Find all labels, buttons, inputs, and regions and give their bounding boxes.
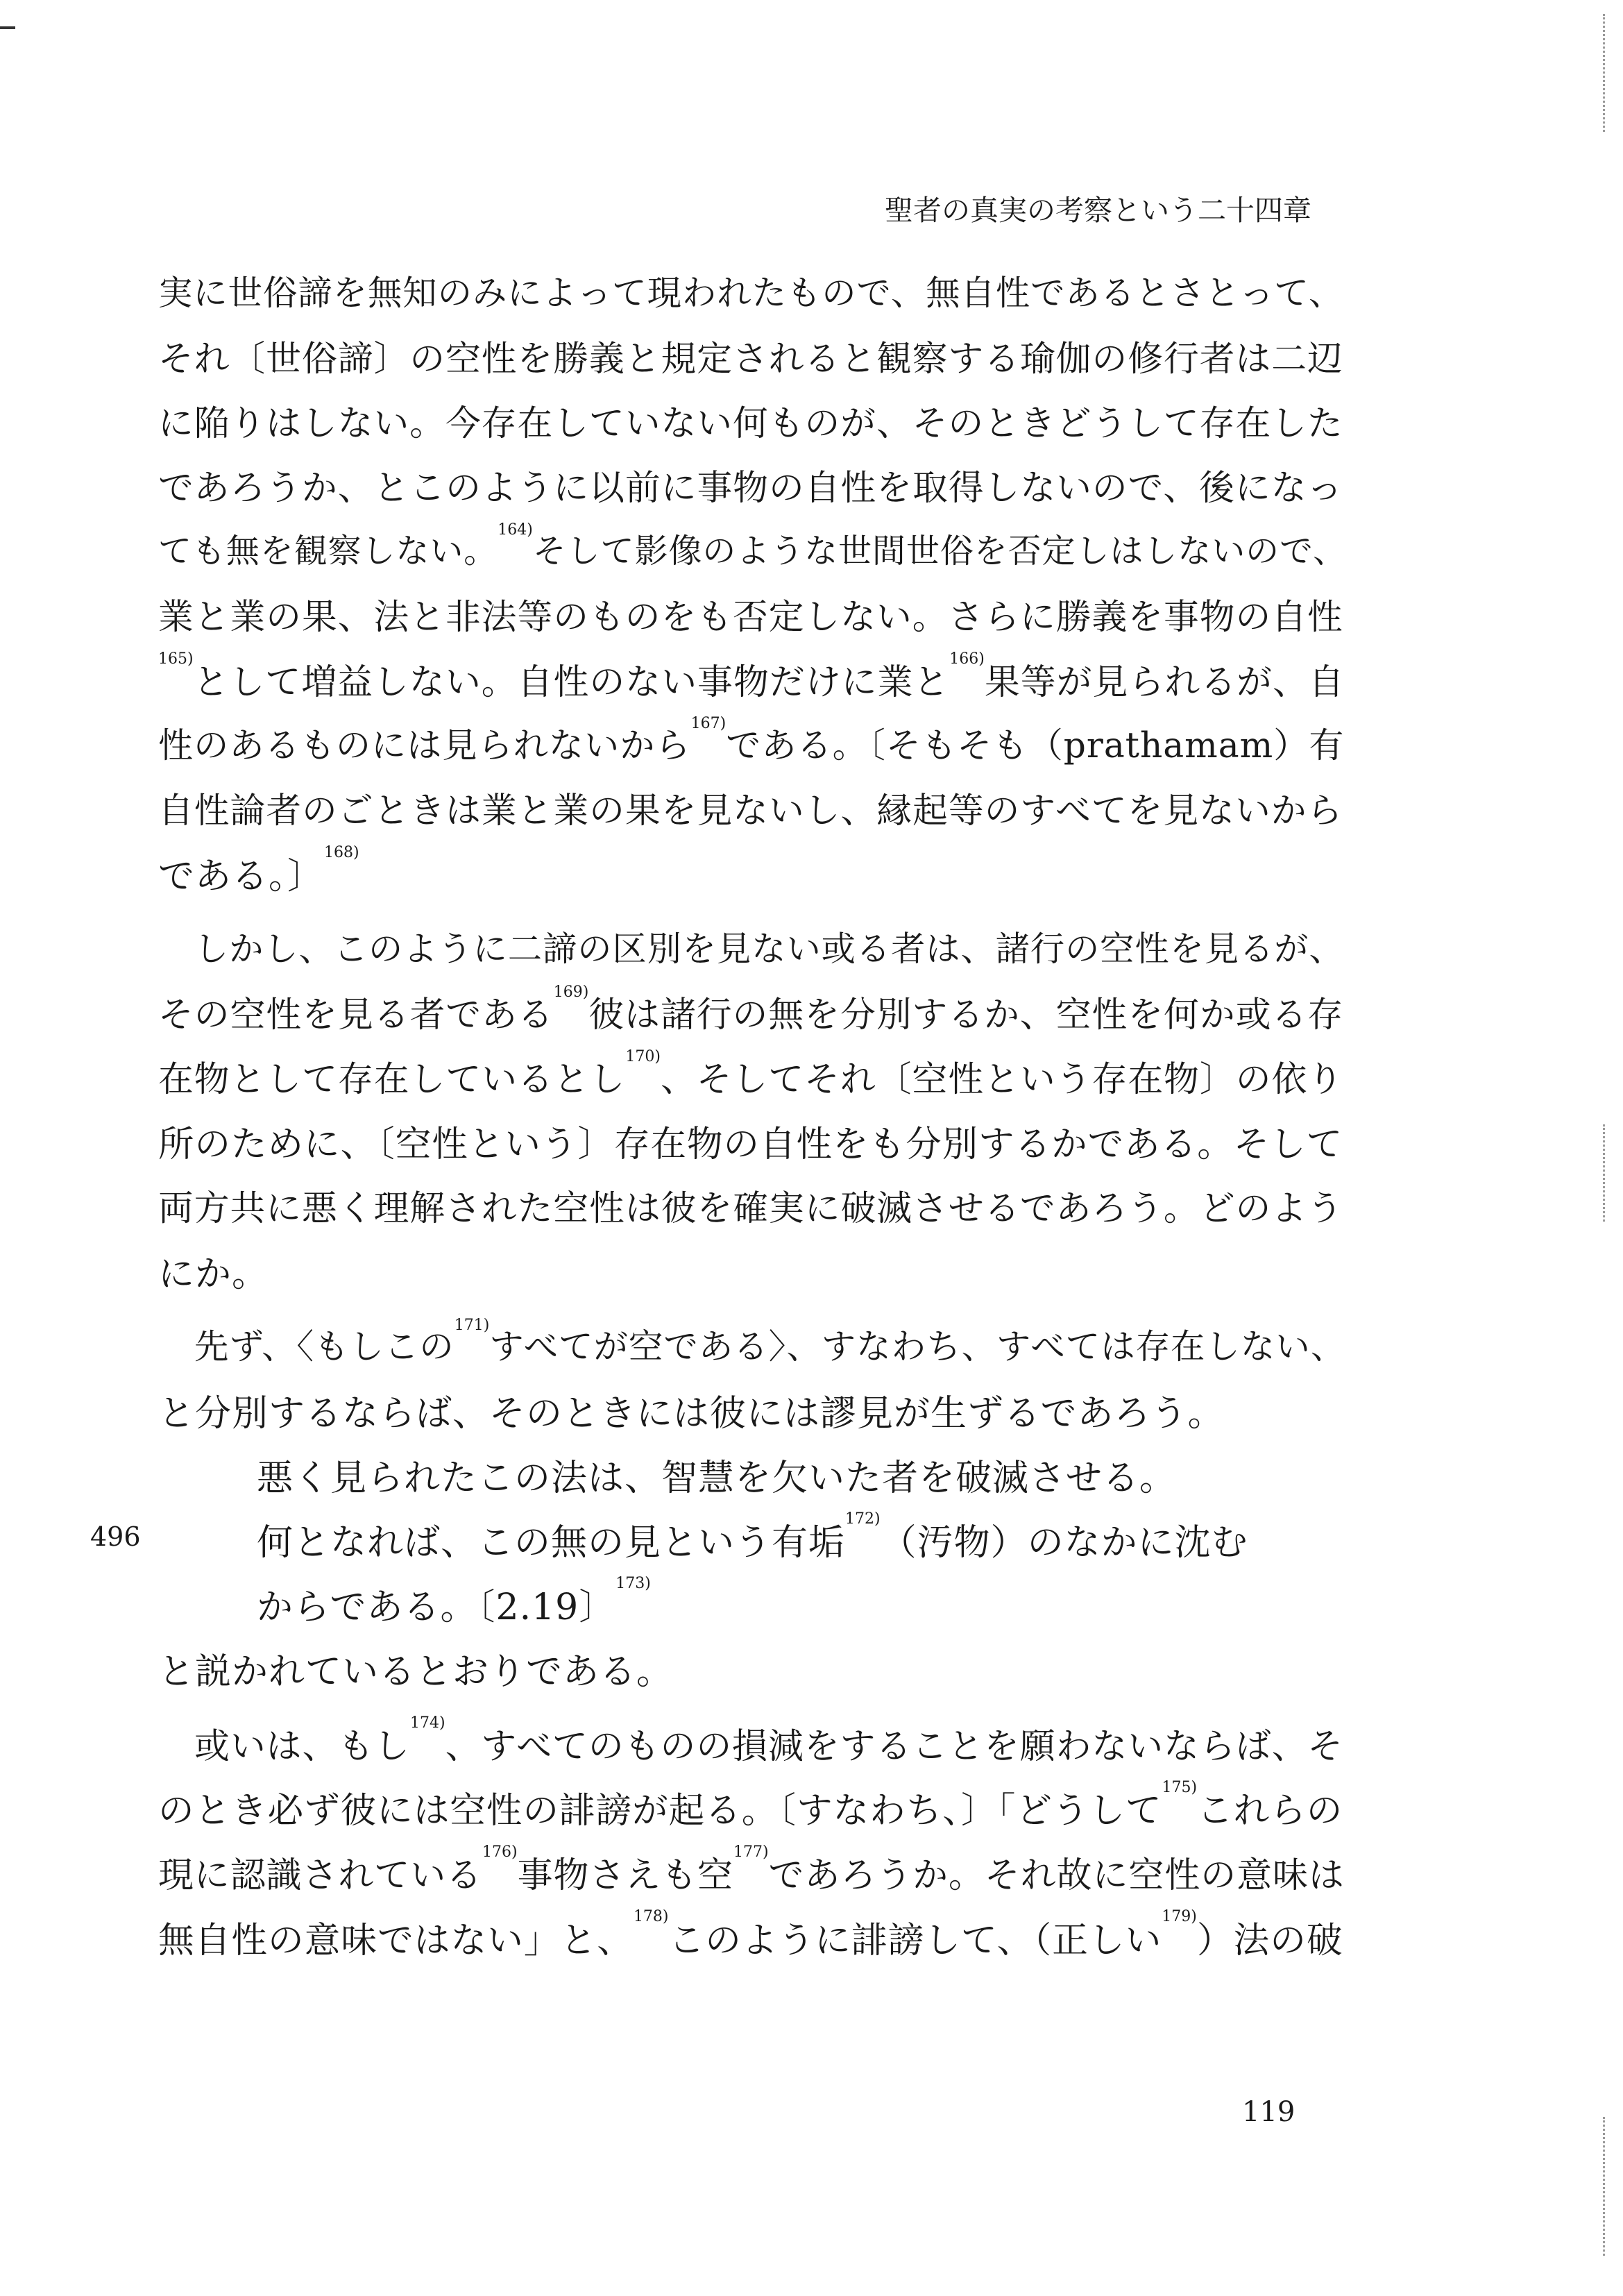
footnote-ref: 178) (633, 1908, 669, 1925)
text-line: であろうか、とこのように以前に事物の自性を取得しないので、後になっ (158, 467, 1343, 508)
text-line: と説かれているとおりである。 (158, 1651, 674, 1693)
text-line: 自性論者のごときは業と業の果を見ないし、縁起等のすべてを見ないから (158, 790, 1343, 831)
scan-edge-mark (1603, 14, 1605, 132)
text-line: 在物として存在しているとし$^{170)}$、そしてそれ〔空性という存在物〕の依り (158, 1048, 1344, 1099)
footnote-ref: 172) (845, 1510, 881, 1528)
footnote-ref: 169) (553, 984, 589, 1001)
footnote-ref: 168) (324, 844, 359, 861)
text-line: ても無を観察しない。$^{164)}$そして影像のような世間世俗を否定しはしないので、 (158, 521, 1347, 571)
verse-line: からである。〔2.19〕$^{173)}$ (257, 1575, 651, 1628)
footnote-ref: 179) (1162, 1908, 1197, 1925)
footnote-ref: 174) (409, 1714, 445, 1732)
text-line: に陥りはしない。今存在していない何ものが、そのときどうして存在した (158, 403, 1343, 444)
footnote-ref: 165) (158, 650, 194, 668)
text-line: $^{165)}$として増益しない。自性のない事物だけに業と$^{166)}$果等が見られるが、自 (158, 650, 1345, 703)
verse-line: 何となれば、この無の見という有垢$^{172)}$（汚物）のなかに沈む (257, 1510, 1248, 1564)
footnote-ref: 171) (454, 1317, 490, 1334)
text-line: 両方共に悪く理解された空性は彼を確実に破滅させるであろう。どのよう (158, 1188, 1343, 1229)
footnote-ref: 175) (1162, 1779, 1198, 1796)
footnote-ref: 167) (690, 715, 726, 732)
text-line: しかし、このように二諦の区別を見ない或る者は、諸行の空性を見るが、 (194, 929, 1344, 969)
text-line: 或いは、もし$^{174)}$、すべてのものの損減をすることを願わないならば、そ (194, 1714, 1344, 1766)
verse-line: 悪く見られたこの法は、智慧を欠いた者を破滅させる。 (257, 1458, 1177, 1499)
text-line: 無自性の意味ではない」と、$^{178)}$このように誹謗して、（正しい$^{179)}$）法の破 (158, 1908, 1343, 1961)
footnote-ref: 164) (498, 521, 533, 539)
text-line: 業と業の果、法と非法等のものをも否定しない。さらに勝義を事物の自性 (158, 596, 1343, 637)
text-line: 先ず、〈もしこの$^{171)}$すべてが空である〉、すなわち、すべては存在しない、 (194, 1317, 1346, 1367)
scan-edge-mark (1603, 2117, 1605, 2256)
text-line: と分別するならば、そのときには彼には謬見が生ずるであろう。 (158, 1393, 1225, 1435)
text-line: 実に世俗諦を無知のみによって現われたもので、無自性であるとさとって、 (158, 273, 1344, 313)
footnote-ref: 166) (949, 650, 985, 668)
running-header: 聖者の真実の考察という二十四章 (885, 194, 1311, 227)
text-line: である。〕$^{168)}$ (158, 844, 359, 897)
text-line: それ〔世俗諦〕の空性を勝義と規定されると観察する瑜伽の修行者は二辺 (158, 338, 1343, 379)
text-line: 現に認識されている$^{176)}$事物さえも空$^{177)}$であろうか。それ故に空性の意味は (158, 1843, 1345, 1896)
footnote-ref: 170) (625, 1048, 661, 1065)
footnote-ref: 176) (482, 1843, 518, 1861)
margin-line-number: 496 (90, 1521, 141, 1552)
footnote-ref: 173) (615, 1575, 651, 1592)
text-line: 所のために、〔空性という〕存在物の自性をも分別するかである。そして (158, 1124, 1343, 1165)
scan-corner-mark (0, 26, 15, 40)
scan-edge-mark (1603, 1124, 1605, 1222)
footnote-ref: 177) (733, 1843, 769, 1861)
text-line: 性のあるものには見られないから$^{167)}$である。〔そもそも（prathamam）有 (158, 715, 1345, 766)
text-line: その空性を見る者である$^{169)}$彼は諸行の無を分別するか、空性を何か或る存 (158, 984, 1344, 1035)
text-line: にか。 (158, 1253, 269, 1295)
page-number: 119 (1242, 2096, 1295, 2128)
text-line: のとき必ず彼には空性の誹謗が起る。〔すなわち、〕「どうして$^{175)}$これらの (158, 1779, 1343, 1832)
